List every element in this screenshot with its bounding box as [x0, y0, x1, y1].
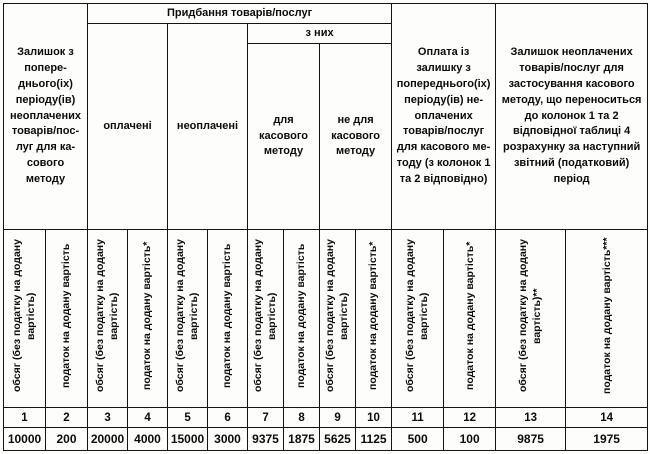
value-col-3: 20000: [88, 428, 128, 451]
column-number-7: 7: [248, 408, 284, 428]
column-number-9: 9: [320, 408, 356, 428]
subheader-col-14-text: податок на додану вартість***: [600, 237, 613, 395]
header-remainder-previous: Залишок з попереднього(іх) періоду(ів) неоплачених товарів/послуг для касового методу: [4, 4, 88, 230]
subheader-col-10: [356, 230, 392, 408]
subheader-col-6-text: податок на додану вартість: [221, 243, 234, 389]
subheader-col-3: [88, 230, 128, 408]
subheader-col-4-text: податок на додану вартість*: [141, 241, 154, 391]
column-number-row: [4, 408, 648, 428]
value-col-11: 500: [392, 428, 444, 451]
value-col-5: 15000: [168, 428, 208, 451]
subheader-col-1-text: обсяг (без податку на додану вартість): [11, 239, 38, 393]
subheader-col-8-text: податок на додану вартість: [295, 243, 308, 389]
subheader-col-8: [284, 230, 320, 408]
column-number-14: 14: [566, 408, 648, 428]
value-col-4: 4000: [128, 428, 168, 451]
subheader-col-5-text: обсяг (без податку на додану вартість): [174, 239, 201, 393]
column-subheader-row: [4, 230, 648, 408]
header-purchases: Придбання товарів/послуг: [88, 4, 392, 24]
header-unpaid: неоплачені: [168, 24, 248, 230]
subheader-col-11-text: обсяг (без податку на додану вартість): [404, 239, 431, 393]
value-col-6: 3000: [208, 428, 248, 451]
column-number-10: 10: [356, 408, 392, 428]
subheader-col-9-text: обсяг (без податку на додану вартість): [324, 239, 351, 393]
header-paid: оплачені: [88, 24, 168, 230]
value-col-1: 10000: [4, 428, 46, 451]
header-remainder-carryover: Залишок неоплачених товарів/послуг для застосування касового методу, що переноситься до колонок 1 та 2 відповідної таблиці 4 розрахунку за наступний звітний (податковий) період: [496, 4, 648, 230]
header-for-cash-method: для касового методу: [248, 44, 320, 230]
value-col-2: 200: [46, 428, 88, 451]
header-row-1: [4, 4, 648, 24]
cash-method-table: [3, 3, 648, 451]
subheader-col-4: [128, 230, 168, 408]
column-number-12: 12: [444, 408, 496, 428]
subheader-col-13: [496, 230, 566, 408]
subheader-col-12-text: податок на додану вартість*: [463, 241, 476, 391]
values-row: [4, 428, 648, 451]
subheader-col-7-text: обсяг (без податку на додану вартість): [252, 239, 279, 393]
subheader-col-6: [208, 230, 248, 408]
value-col-13: 9875: [496, 428, 566, 451]
subheader-col-10-text: податок на додану вартість*: [367, 241, 380, 391]
subheader-col-2-text: податок на додану вартість: [60, 243, 73, 389]
value-col-7: 9375: [248, 428, 284, 451]
subheader-col-7: [248, 230, 284, 408]
column-number-8: 8: [284, 408, 320, 428]
column-number-13: 13: [496, 408, 566, 428]
column-number-1: 1: [4, 408, 46, 428]
subheader-col-1: [4, 230, 46, 408]
subheader-col-3-text: обсяг (без податку на додану вартість): [94, 239, 121, 393]
column-number-2: 2: [46, 408, 88, 428]
value-col-8: 1875: [284, 428, 320, 451]
subheader-col-11: [392, 230, 444, 408]
header-of-them: з них: [248, 24, 392, 44]
column-number-4: 4: [128, 408, 168, 428]
subheader-col-9: [320, 230, 356, 408]
subheader-col-14: [566, 230, 648, 408]
value-col-12: 100: [444, 428, 496, 451]
value-col-9: 5625: [320, 428, 356, 451]
subheader-col-2: [46, 230, 88, 408]
column-number-6: 6: [208, 408, 248, 428]
value-col-14: 1975: [566, 428, 648, 451]
column-number-3: 3: [88, 408, 128, 428]
column-number-11: 11: [392, 408, 444, 428]
subheader-col-13-text: обсяг (без податку на додану вартість)**: [517, 239, 544, 393]
column-number-5: 5: [168, 408, 208, 428]
subheader-col-5: [168, 230, 208, 408]
subheader-col-12: [444, 230, 496, 408]
header-not-for-cash-method: не для касового методу: [320, 44, 392, 230]
header-payment-from-remainder: Оплата із залишку з попереднього(іх) періоду(ів) неоплачених товарів/послуг для касового методу (з колонок 1 та 2 відповідно): [392, 4, 496, 230]
value-col-10: 1125: [356, 428, 392, 451]
